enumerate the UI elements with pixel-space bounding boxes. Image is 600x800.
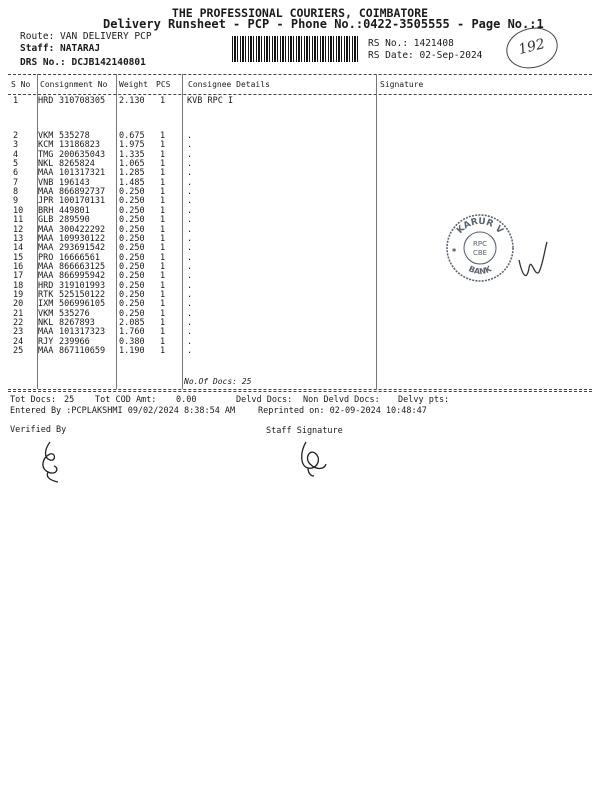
row-consignee: . xyxy=(187,187,193,198)
row-consignee: . xyxy=(187,308,193,319)
row-pcs: 1 xyxy=(160,289,166,300)
header-pcs: PCS xyxy=(156,80,171,89)
stamp-top-text: KARUR V xyxy=(455,216,505,236)
row-pcs: 1 xyxy=(160,177,166,188)
row-consignment-number: 319101993 xyxy=(59,280,106,291)
row-branch: KCM xyxy=(38,140,54,151)
row-weight: 0.250 xyxy=(119,289,145,300)
row-sno: 12 xyxy=(13,224,24,235)
delvd-docs: Delvd Docs: xyxy=(236,395,293,405)
row-pcs: 1 xyxy=(160,168,166,179)
row-branch: HRD xyxy=(38,96,54,106)
row-pcs: 1 xyxy=(160,140,166,151)
tot-cod-value: 0.00 xyxy=(176,395,197,405)
row-consignment-number: 310708305 xyxy=(59,96,106,106)
row-pcs: 1 xyxy=(160,224,166,235)
row-weight: 0.250 xyxy=(119,261,145,272)
row-consignee: . xyxy=(187,318,193,328)
row-branch: HRD xyxy=(38,280,54,291)
row-consignment-number: 200635043 xyxy=(59,149,106,160)
row-branch: MAA xyxy=(38,168,54,179)
stamp-star-icon: ✱ xyxy=(452,246,457,254)
row-sno: 24 xyxy=(13,336,24,347)
row-consignment-number: 289590 xyxy=(59,215,90,226)
row-consignee: . xyxy=(187,177,193,188)
row-sno: 15 xyxy=(13,252,24,263)
col-divider-consignee xyxy=(376,74,377,389)
row-sno: 3 xyxy=(13,140,19,151)
row-consignment-number: 867110659 xyxy=(59,346,106,357)
row-consignment-number: 239966 xyxy=(59,336,90,347)
row-weight: 0.250 xyxy=(119,308,145,319)
row-consignee: . xyxy=(187,243,193,254)
header-signature: Signature xyxy=(380,80,424,89)
handwritten-page-note: 192 xyxy=(502,22,562,73)
row-pcs: 1 xyxy=(160,280,166,291)
header-weight: Weight xyxy=(119,80,148,89)
header-sno: S No xyxy=(11,80,31,89)
row-weight: 1.190 xyxy=(119,346,145,357)
row-pcs: 1 xyxy=(160,131,166,141)
delvy-pts: Delvy pts: xyxy=(398,395,450,405)
row-branch: BRH xyxy=(38,205,54,216)
rs-date: RS Date: 02-Sep-2024 xyxy=(368,50,483,61)
row-weight: 0.250 xyxy=(119,187,145,198)
row-consignment-number: 535278 xyxy=(59,131,90,141)
row-consignee: . xyxy=(187,346,193,357)
row-consignment-number: 866663125 xyxy=(59,261,106,272)
row-weight: 0.250 xyxy=(119,252,145,263)
table-header-rule xyxy=(8,94,592,95)
row-sno: 4 xyxy=(13,149,19,160)
row-pcs: 1 xyxy=(160,299,166,310)
row-weight: 1.335 xyxy=(119,149,145,160)
row-pcs: 1 xyxy=(160,196,166,207)
row-sno: 9 xyxy=(13,196,19,207)
bank-stamp xyxy=(444,212,516,284)
row-branch: MAA xyxy=(38,327,54,338)
row-branch: RTK xyxy=(38,289,54,300)
stamp-bottom-text: BANK xyxy=(467,264,493,277)
entered-by: Entered By :PCPLAKSHMI 09/02/2024 8:38:54 AM xyxy=(10,406,236,416)
row-consignee: . xyxy=(187,159,193,170)
row-weight: 1.485 xyxy=(119,177,145,188)
row-consignment-number: 196143 xyxy=(59,177,90,188)
row-branch: MAA xyxy=(38,224,54,235)
row-consignment-number: 300422292 xyxy=(59,224,106,235)
row-pcs: 1 xyxy=(160,233,166,244)
row-consignee: . xyxy=(187,261,193,272)
row-pcs: 1 xyxy=(160,149,166,160)
row-consignee: . xyxy=(187,280,193,291)
row-branch: MAA xyxy=(38,261,54,272)
row-weight: 2.130 xyxy=(119,96,145,106)
row-pcs: 1 xyxy=(160,205,166,216)
row-consignee: . xyxy=(187,299,193,310)
row-pcs: 1 xyxy=(160,96,166,106)
summary-rule xyxy=(8,391,592,392)
row-consignment-number: 109930122 xyxy=(59,233,106,244)
row-consignee: . xyxy=(187,336,193,347)
row-consignee: . xyxy=(187,289,193,300)
row-branch: MAA xyxy=(38,271,54,282)
row-weight: 0.250 xyxy=(119,224,145,235)
stamp-center-line2: CBE xyxy=(472,249,488,257)
row-branch: PRO xyxy=(38,252,54,263)
table-top-rule xyxy=(8,74,592,75)
row-consignment-number: 13186823 xyxy=(59,140,100,151)
row-weight: 1.760 xyxy=(119,327,145,338)
row-sno: 10 xyxy=(13,205,24,216)
row-sno: 21 xyxy=(13,308,24,319)
row-consignee: . xyxy=(187,205,193,216)
row-pcs: 1 xyxy=(160,308,166,319)
row-sno: 14 xyxy=(13,243,24,254)
row-sno: 5 xyxy=(13,159,19,170)
staff-field: Staff: NATARAJ xyxy=(20,43,101,54)
row-branch: JPR xyxy=(38,196,54,207)
row-consignment-number: 293691542 xyxy=(59,243,106,254)
row-sno: 17 xyxy=(13,271,24,282)
row-branch: GLB xyxy=(38,215,54,226)
row-sno: 1 xyxy=(13,96,19,106)
row-branch: NKL xyxy=(38,159,54,170)
row-sno: 18 xyxy=(13,280,24,291)
stamp-signature-scribble xyxy=(515,238,551,282)
row-pcs: 1 xyxy=(160,271,166,282)
svg-text:BANK xyxy=(467,264,494,276)
no-of-docs: No.Of Docs: 25 xyxy=(184,377,252,386)
row-pcs: 1 xyxy=(160,243,166,254)
row-consignee: . xyxy=(187,233,193,244)
staff-signature-label: Staff Signature xyxy=(266,426,343,436)
verifier-signature xyxy=(36,438,66,486)
rs-number: RS No.: 1421408 xyxy=(368,38,454,49)
company-name: THE PROFESSIONAL COURIERS, COIMBATORE xyxy=(171,6,429,20)
row-consignee: . xyxy=(187,215,193,226)
row-consignee: . xyxy=(187,131,193,141)
row-weight: 0.250 xyxy=(119,196,145,207)
row-consignment-number: 8265824 xyxy=(59,159,95,170)
row-weight: 0.250 xyxy=(119,280,145,291)
row-pcs: 1 xyxy=(160,252,166,263)
row-consignment-number: 866892737 xyxy=(59,187,106,198)
row-branch: MAA xyxy=(38,346,54,357)
route-field: Route: VAN DELIVERY PCP xyxy=(20,31,152,42)
row-sno: 23 xyxy=(13,327,24,338)
row-sno: 6 xyxy=(13,168,19,179)
row-branch: MAA xyxy=(38,187,54,198)
row-consignment-number: 101317323 xyxy=(59,327,106,338)
row-branch: IXM xyxy=(38,299,54,310)
row-consignment-number: 449801 xyxy=(59,205,90,216)
runsheet-title: Delivery Runsheet - PCP - Phone No.:0422-3505555 - Page No.:1 xyxy=(103,17,544,31)
row-sno: 16 xyxy=(13,261,24,272)
stamp-center-line1: RPC xyxy=(473,240,487,248)
row-weight: 0.675 xyxy=(119,131,145,141)
tot-cod-label: Tot COD Amt: xyxy=(95,395,157,405)
row-consignee: . xyxy=(187,271,193,282)
row-pcs: 1 xyxy=(160,346,166,357)
row-consignee: . xyxy=(187,252,193,263)
row-weight: 1.065 xyxy=(119,159,145,170)
staff-signature xyxy=(296,436,330,480)
reprinted-on: Reprinted on: 02-09-2024 10:48:47 xyxy=(258,406,427,416)
table-bottom-rule xyxy=(8,389,592,390)
row-branch: VNB xyxy=(38,177,54,188)
row-weight: 0.250 xyxy=(119,271,145,282)
row-branch: VKM xyxy=(38,131,54,141)
row-branch: MAA xyxy=(38,243,54,254)
row-consignee: . xyxy=(187,196,193,207)
row-pcs: 1 xyxy=(160,336,166,347)
row-weight: 0.250 xyxy=(119,205,145,216)
row-weight: 0.380 xyxy=(119,336,145,347)
row-consignee: . xyxy=(187,140,193,151)
row-consignee: . xyxy=(187,149,193,160)
row-consignee: KVB RPC I xyxy=(187,96,234,106)
row-consignment-number: 100170131 xyxy=(59,196,106,207)
barcode xyxy=(232,36,360,62)
row-branch: VKM xyxy=(38,308,54,319)
verified-by-label: Verified By xyxy=(10,425,67,435)
row-consignment-number: 506996105 xyxy=(59,299,106,310)
row-sno: 25 xyxy=(13,346,24,357)
header-consignee: Consignee Details xyxy=(188,80,270,89)
row-sno: 22 xyxy=(13,318,24,328)
row-sno: 8 xyxy=(13,187,19,198)
row-pcs: 1 xyxy=(160,327,166,338)
row-pcs: 1 xyxy=(160,187,166,198)
row-branch: RJY xyxy=(38,336,54,347)
non-delvd-docs: Non Delvd Docs: xyxy=(303,395,380,405)
row-sno: 2 xyxy=(13,131,19,141)
row-weight: 2.085 xyxy=(119,318,145,328)
col-divider-consignment xyxy=(116,74,117,389)
row-sno: 20 xyxy=(13,299,24,310)
row-pcs: 1 xyxy=(160,261,166,272)
header-consignment: Consignment No xyxy=(40,80,108,89)
row-consignment-number: 525150122 xyxy=(59,289,106,300)
row-sno: 11 xyxy=(13,215,24,226)
row-weight: 0.250 xyxy=(119,233,145,244)
col-divider-pcs xyxy=(182,74,183,389)
row-weight: 0.250 xyxy=(119,243,145,254)
row-weight: 0.250 xyxy=(119,299,145,310)
row-pcs: 1 xyxy=(160,159,166,170)
row-weight: 1.975 xyxy=(119,140,145,151)
row-consignee: . xyxy=(187,224,193,235)
row-branch: NKL xyxy=(38,318,54,328)
row-consignment-number: 101317321 xyxy=(59,168,106,179)
row-branch: MAA xyxy=(38,233,54,244)
row-consignment-number: 866995942 xyxy=(59,271,106,282)
row-consignee: . xyxy=(187,327,193,338)
row-consignment-number: 8267893 xyxy=(59,318,95,328)
drs-number: DRS No.: DCJB142140801 xyxy=(20,57,146,68)
tot-docs-value: 25 xyxy=(64,395,75,405)
row-sno: 7 xyxy=(13,177,19,188)
row-sno: 13 xyxy=(13,233,24,244)
row-consignment-number: 535276 xyxy=(59,308,90,319)
row-weight: 1.285 xyxy=(119,168,145,179)
row-consignment-number: 16666561 xyxy=(59,252,100,263)
row-pcs: 1 xyxy=(160,215,166,226)
row-weight: 0.250 xyxy=(119,215,145,226)
row-sno: 19 xyxy=(13,289,24,300)
row-consignee: . xyxy=(187,168,193,179)
row-branch: TMG xyxy=(38,149,54,160)
tot-docs-label: Tot Docs: xyxy=(10,395,57,405)
row-pcs: 1 xyxy=(160,318,166,328)
